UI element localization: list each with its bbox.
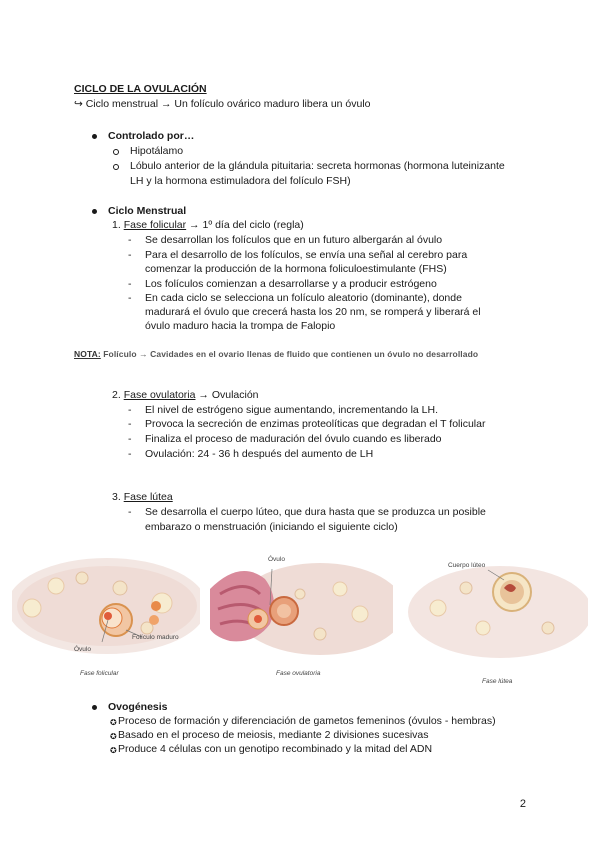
page-number: 2 <box>519 798 526 810</box>
fase1-line: En cada ciclo se selecciona un folículo aleatorio (dominante), donde <box>145 292 462 304</box>
fase3-heading <box>112 491 173 504</box>
dash: - <box>128 234 132 246</box>
controlado-item-cont: LH y la hormona estimuladora del folículo FSH) <box>130 175 351 187</box>
label-cuerpo-luteo: Cuerpo lúteo <box>448 562 486 569</box>
fase2-num: 2. <box>112 389 121 401</box>
bullet-dot <box>92 209 97 214</box>
fase3-line: embarazo o menstruación (iniciando el siguiente ciclo) <box>145 521 398 533</box>
fase1-name: Fase folicular <box>123 219 187 231</box>
nota <box>74 348 478 361</box>
fase1-line: Para el desarrollo de los folículos, se envía una señal al cerebro para <box>145 249 468 261</box>
ovogenesis-item: Proceso de formación y diferenciación de gametos femeninos (óvulos - hembras) <box>118 715 496 727</box>
dash: - <box>128 418 132 430</box>
fase2-line: Finaliza el proceso de maduración del óvulo cuando es liberado <box>145 433 442 445</box>
controlado-title: Controlado por… <box>108 130 195 142</box>
fase1-line: Los folículos comienzan a desarrollarse y a producir estrógeno <box>145 278 437 290</box>
bullet-icon: ✪ <box>110 718 117 727</box>
fase1-rest: → 1º día del ciclo (regla) <box>186 219 304 231</box>
bullet-dot <box>92 134 97 139</box>
dash: - <box>128 506 132 518</box>
bullet-icon: ✪ <box>110 732 117 741</box>
fase2-line: Provoca la secreción de enzimas proteolíticas que degradan el T folicular <box>145 418 486 430</box>
dash: - <box>128 249 132 261</box>
corpus-luteum-illustration <box>408 548 588 666</box>
nota-label: NOTA: <box>74 349 101 359</box>
fase1-num: 1. <box>112 219 121 231</box>
controlado-item: Lóbulo anterior de la glándula pituitaria: secreta hormonas (hormona luteinizante <box>130 160 505 172</box>
fase1-line: óvulo maduro hacia la trompa de Falopio <box>145 320 336 332</box>
fase3-name: Fase lútea <box>123 491 173 503</box>
sub-bullet <box>113 149 119 155</box>
ovary-follicular-illustration <box>12 548 200 666</box>
caption-fase-folicular: Fase folicular <box>80 670 119 677</box>
label-ovulo-2: Óvulo <box>268 556 285 563</box>
dash: - <box>128 433 132 445</box>
dash: - <box>128 448 132 460</box>
ovogenesis-title: Ovogénesis <box>108 701 168 713</box>
label-ovulo: Óvulo <box>74 646 91 653</box>
fase1-line: madurará el óvulo que crecerá hasta los 20 nm, se romperá y liberará el <box>145 306 481 318</box>
fase3-line: Se desarrolla el cuerpo lúteo, que dura hasta que se produzca un posible <box>145 506 486 518</box>
fase2-name: Fase ovulatoria <box>123 389 196 401</box>
fase1-line: comenzar la producción de la hormona foliculoestimulante (FHS) <box>145 263 447 275</box>
ciclo-title: Ciclo Menstrual <box>108 205 187 217</box>
nota-text: Folículo → Cavidades en el ovario llenas de fluido que contienen un óvulo no desarrollado <box>100 349 479 359</box>
controlado-item: Hipotálamo <box>130 145 184 157</box>
bullet-dot <box>92 705 97 710</box>
caption-fase-lutea: Fase lútea <box>482 678 513 685</box>
sub-bullet <box>113 164 119 170</box>
page-title: CICLO DE LA OVULACIÓN <box>74 83 207 95</box>
fase1-heading <box>112 219 304 232</box>
dash: - <box>128 404 132 416</box>
intro-line: ↪ Ciclo menstrual → Un folículo ovárico maduro libera un óvulo <box>74 98 371 110</box>
label-foliculo-maduro: Folículo maduro <box>132 634 179 641</box>
ovogenesis-item: Basado en el proceso de meiosis, mediante 2 divisiones sucesivas <box>118 729 429 741</box>
ovulation-illustration <box>210 549 393 664</box>
ovogenesis-item: Produce 4 células con un genotipo recombinado y la mitad del ADN <box>118 743 433 755</box>
fase3-num: 3. <box>112 491 121 503</box>
fase2-rest: → Ovulación <box>195 389 259 401</box>
dash: - <box>128 292 132 304</box>
fase2-line: El nivel de estrógeno sigue aumentando, incrementando la LH. <box>145 404 439 416</box>
fase2-heading <box>112 389 259 402</box>
dash: - <box>128 278 132 290</box>
fase2-line: Ovulación: 24 - 36 h después del aumento de LH <box>145 448 374 460</box>
fase1-line: Se desarrollan los folículos que en un futuro albergarán al óvulo <box>145 234 443 246</box>
bullet-icon: ✪ <box>110 746 117 755</box>
caption-fase-ovulatoria: Fase ovulatoria <box>276 670 321 677</box>
